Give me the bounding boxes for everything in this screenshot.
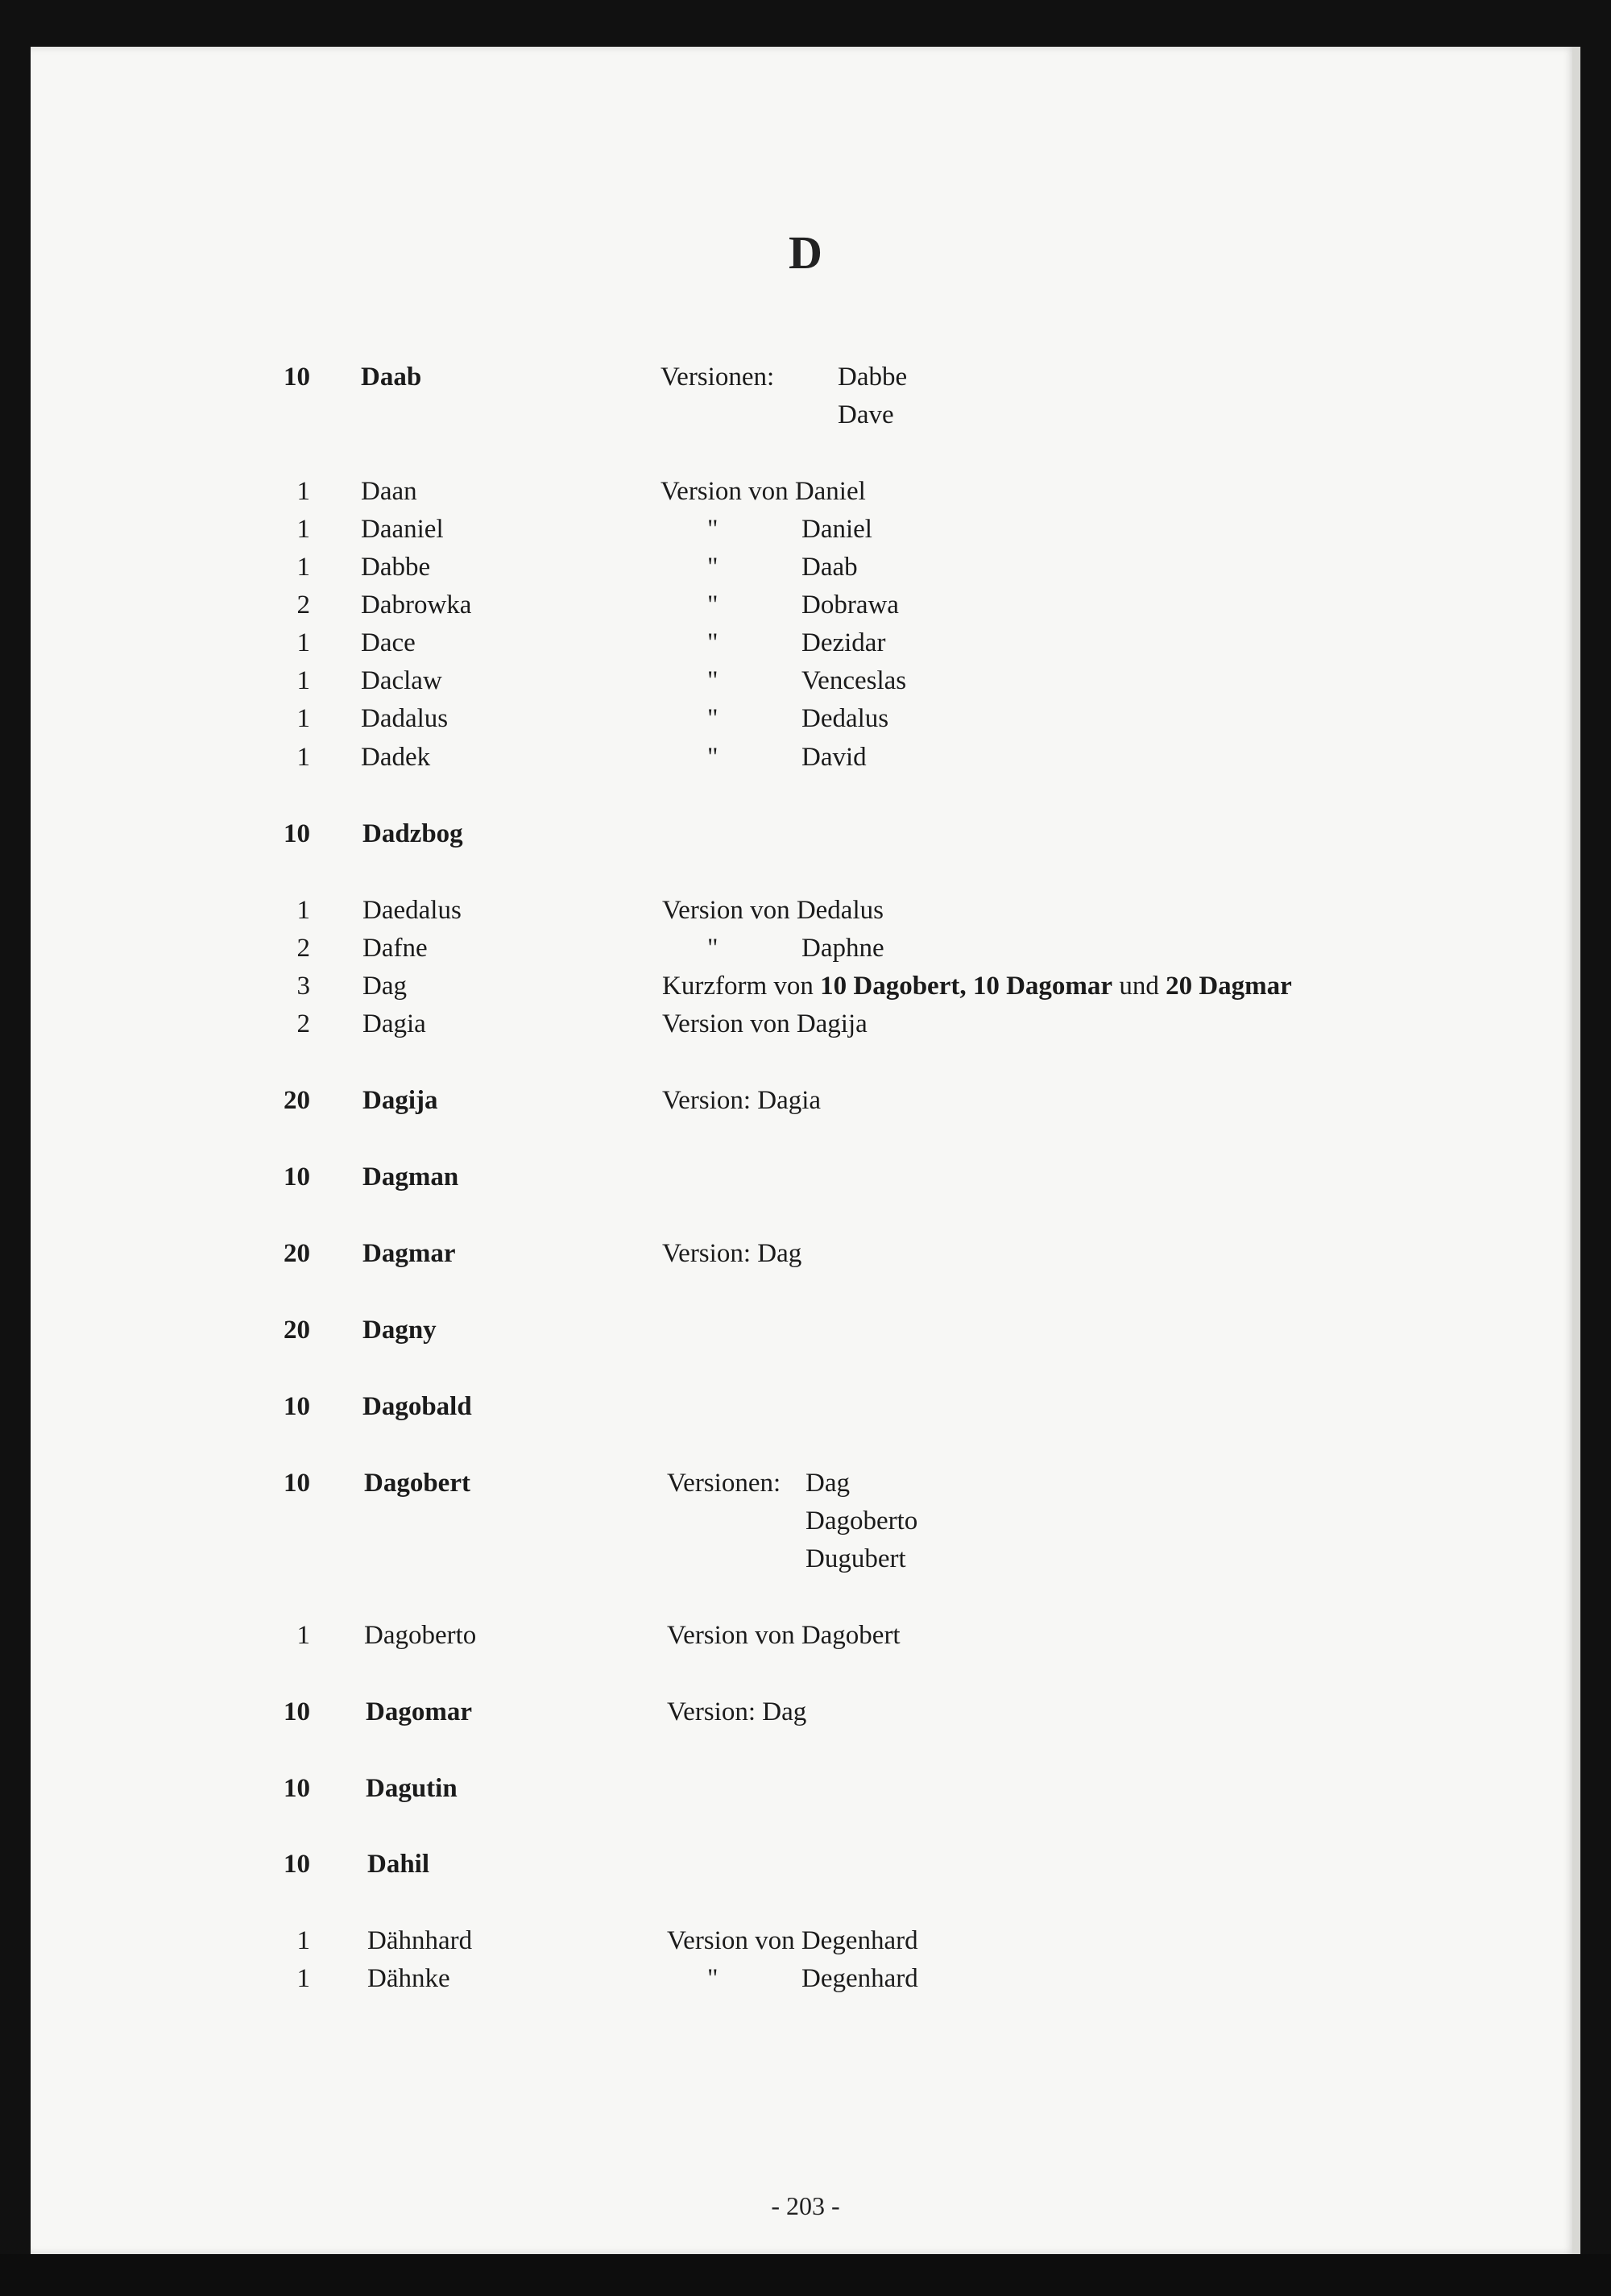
note-text: Kurzform von	[662, 972, 821, 1001]
ditto-mark: "	[707, 666, 719, 695]
entry-reference: David	[801, 743, 867, 772]
entry-name: Dagobald	[362, 1392, 472, 1421]
entry-frequency: 1	[296, 477, 310, 506]
entry-version: Dag	[806, 1469, 850, 1498]
entry-frequency: 1	[296, 1926, 310, 1955]
bold-reference: 20 Dagmar	[1166, 972, 1292, 1001]
entry-note: Version: Dag	[662, 1239, 802, 1268]
entry-note: Version von Daniel	[661, 477, 866, 506]
entry-version: Dabbe	[838, 363, 908, 392]
entry-reference: Degenhard	[801, 1964, 918, 1993]
entry-frequency: 2	[296, 934, 310, 963]
entry-name: Daaniel	[361, 515, 444, 544]
entry-frequency: 1	[296, 743, 310, 772]
entry-frequency: 3	[296, 972, 310, 1001]
entry-version: Dagoberto	[806, 1506, 918, 1536]
entry-frequency: 1	[296, 1621, 310, 1650]
entry-name: Dadalus	[361, 704, 449, 733]
entry-frequency: 2	[296, 591, 310, 620]
entry-frequency: 2	[296, 1009, 310, 1038]
entry-frequency: 1	[296, 515, 310, 544]
entry-name: Dace	[361, 628, 416, 657]
entry-note-label: Versionen:	[667, 1469, 781, 1498]
entry-reference: Daphne	[801, 934, 884, 963]
entry-note: Version von Dagija	[662, 1009, 868, 1038]
entry-reference: Daniel	[801, 515, 872, 544]
entry-frequency: 10	[284, 1163, 310, 1192]
entry-frequency: 10	[284, 363, 310, 392]
entry-note: Version: Dagia	[662, 1086, 822, 1115]
ditto-mark: "	[707, 553, 719, 582]
entry-reference: Venceslas	[801, 666, 907, 695]
entry-frequency: 10	[284, 1392, 310, 1421]
entry-name: Dagman	[362, 1163, 459, 1192]
entry-name: Dagobert	[364, 1469, 470, 1498]
ditto-mark: "	[707, 934, 719, 963]
ditto-mark: "	[707, 628, 719, 657]
entry-name: Dagia	[362, 1009, 426, 1038]
entry-name: Dadzbog	[362, 819, 463, 848]
entry-name: Daedalus	[362, 896, 462, 925]
ditto-mark: "	[707, 1964, 719, 1993]
bold-reference: 10 Dagobert, 10 Dagomar	[820, 972, 1113, 1001]
entry-name: Dabbe	[361, 553, 431, 582]
entry-frequency: 10	[284, 1850, 310, 1879]
entry-name: Dahil	[367, 1850, 430, 1879]
entry-frequency: 10	[284, 819, 310, 848]
entry-name: Daab	[361, 363, 422, 392]
entry-note: Version von Dedalus	[662, 896, 884, 925]
entry-note-label: Versionen:	[661, 363, 775, 392]
entry-name: Daclaw	[361, 666, 442, 695]
entry-name: Dadek	[361, 743, 431, 772]
entry-note: Version: Dag	[667, 1697, 807, 1726]
section-heading: D	[789, 226, 822, 279]
entry-frequency: 10	[284, 1697, 310, 1726]
entry-name: Dagutin	[366, 1774, 458, 1803]
entry-frequency: 1	[296, 666, 310, 695]
entry-frequency: 1	[296, 896, 310, 925]
entry-name: Dag	[362, 972, 407, 1001]
entry-note	[662, 970, 1292, 1002]
entry-note: Version von Degenhard	[667, 1926, 918, 1955]
entry-frequency: 1	[296, 1964, 310, 1993]
entry-note: Version von Dagobert	[667, 1621, 901, 1650]
entry-reference: Dobrawa	[801, 591, 899, 620]
entry-frequency: 20	[284, 1316, 310, 1345]
entry-name: Dagoberto	[364, 1621, 477, 1650]
entry-name: Dagmar	[362, 1239, 456, 1268]
note-text: und	[1112, 972, 1166, 1001]
entry-frequency: 20	[284, 1086, 310, 1115]
entry-frequency: 1	[296, 628, 310, 657]
entry-reference: Dezidar	[801, 628, 886, 657]
entry-frequency: 10	[284, 1774, 310, 1803]
entry-name: Dähnhard	[367, 1926, 473, 1955]
ditto-mark: "	[707, 515, 719, 544]
ditto-mark: "	[707, 743, 719, 772]
entry-name: Dabrowka	[361, 591, 472, 620]
entry-frequency: 1	[296, 704, 310, 733]
entry-version: Dave	[838, 400, 894, 429]
entry-name: Dagny	[362, 1316, 437, 1345]
page-number: - 203 -	[771, 2191, 840, 2220]
entry-name: Daan	[361, 477, 417, 506]
entry-frequency: 20	[284, 1239, 310, 1268]
entry-frequency: 1	[296, 553, 310, 582]
entry-name: Dagomar	[366, 1697, 472, 1726]
entry-name: Dagija	[362, 1086, 438, 1115]
entry-version: Dugubert	[806, 1544, 906, 1573]
entry-frequency: 10	[284, 1469, 310, 1498]
entry-reference: Dedalus	[801, 704, 889, 733]
ditto-mark: "	[707, 591, 719, 620]
entry-name: Dähnke	[367, 1964, 450, 1993]
entry-name: Dafne	[362, 934, 428, 963]
entry-reference: Daab	[801, 553, 858, 582]
ditto-mark: "	[707, 704, 719, 733]
